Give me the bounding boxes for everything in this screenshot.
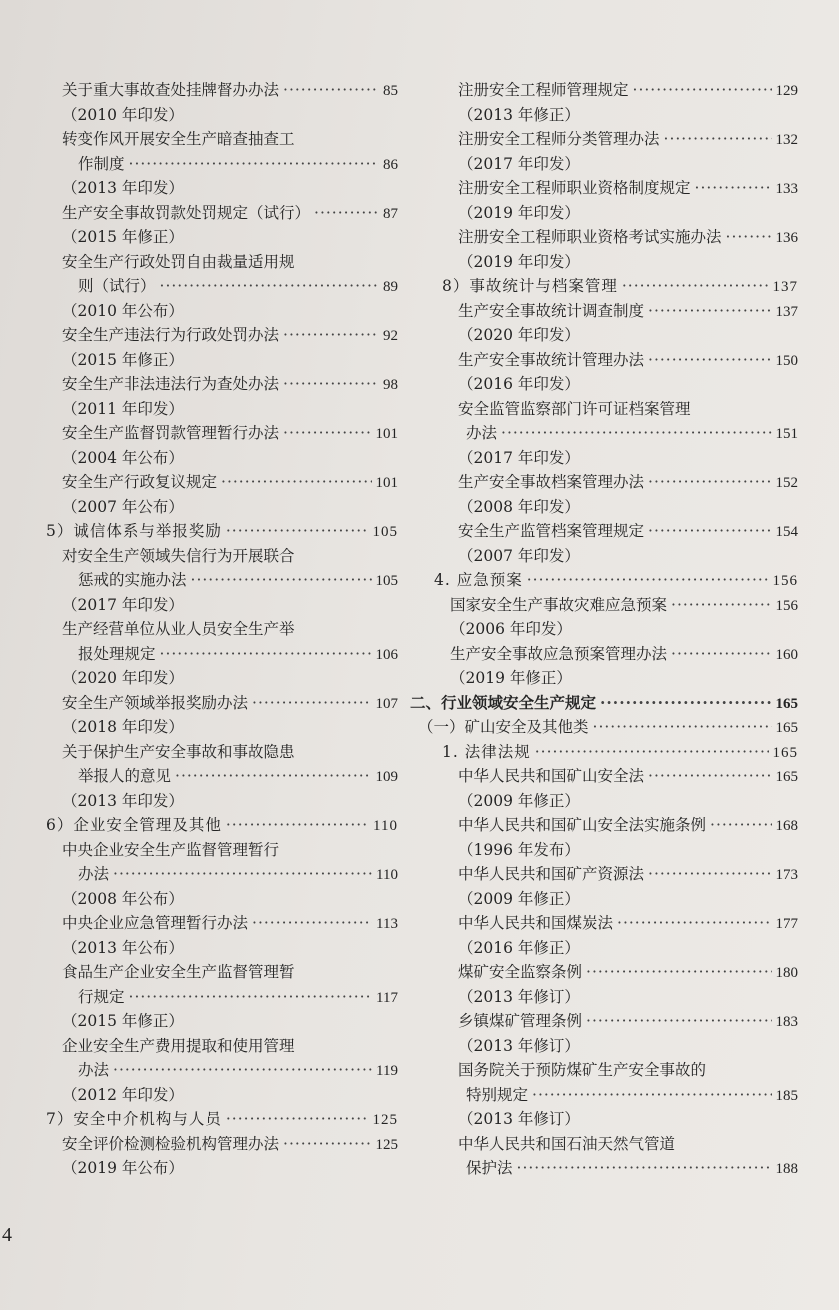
toc-date-note: （2013 年印发）	[62, 179, 184, 197]
toc-left-column	[46, 78, 398, 1181]
toc-entry	[410, 421, 798, 446]
toc-entry-title: 6）企业安全管理及其他	[46, 816, 222, 834]
toc-entry	[410, 78, 798, 103]
toc-date-note: （2007 年印发）	[458, 546, 580, 565]
toc-page-number: 129	[775, 83, 798, 99]
dot-leader	[113, 862, 372, 887]
toc-entry-title: 1. 法律法规	[442, 742, 531, 761]
dot-leader	[671, 642, 771, 667]
toc-entry-title: 则（试行）	[78, 277, 156, 295]
toc-entry-title: 注册安全工程师管理规定	[458, 81, 629, 99]
toc-entry	[46, 372, 398, 397]
toc-entry	[46, 1058, 398, 1083]
dot-leader	[664, 127, 772, 152]
dot-leader	[283, 421, 371, 446]
toc-page-number: 98	[383, 377, 398, 393]
dot-leader	[226, 813, 369, 838]
toc-date-note: （2013 年印发）	[62, 791, 184, 810]
dot-leader	[252, 911, 372, 936]
dot-leader	[283, 323, 379, 348]
toc-entry	[410, 593, 798, 618]
toc-entry	[410, 1083, 798, 1108]
toc-entry-title-line: 企业安全生产费用提取和使用管理	[62, 1036, 295, 1055]
dot-leader	[221, 470, 371, 495]
toc-entry-title-line: 安全监管监察部门许可证档案管理	[458, 399, 691, 418]
toc-date-note: （2013 年修订）	[458, 1036, 580, 1055]
toc-page-number: 154	[775, 524, 798, 540]
toc-entry-title: 生产安全事故档案管理办法	[458, 473, 645, 491]
toc-entry-title: 乡镇煤矿管理条例	[458, 1012, 583, 1030]
toc-date-note: （2019 年印发）	[458, 252, 580, 271]
toc-entry-title: 办法	[466, 424, 498, 442]
toc-entry-title: 安全评价检测检验机构管理办法	[62, 1134, 280, 1153]
dot-leader	[671, 593, 771, 618]
toc-entry-title: 中央企业应急管理暂行办法	[62, 914, 249, 932]
toc-section-heading	[410, 740, 798, 765]
dot-leader	[283, 372, 379, 397]
toc-entry-title: 生产安全事故罚款处罚规定（试行）	[62, 203, 311, 222]
toc-entry	[46, 764, 398, 789]
toc-entry-title: 安全生产监督罚款管理暂行办法	[62, 424, 280, 442]
toc-page-number: 156	[772, 573, 798, 589]
toc-entry	[46, 911, 398, 936]
toc-page-number: 87	[383, 205, 398, 222]
toc-date-note: （2016 年修正）	[458, 938, 580, 957]
toc-page-number: 165	[775, 695, 798, 712]
toc-date-note: （2020 年印发）	[62, 669, 184, 687]
toc-page-number: 89	[383, 279, 398, 295]
dot-leader	[113, 1058, 372, 1083]
toc-section-heading	[410, 274, 798, 299]
toc-page-number: 86	[383, 156, 398, 173]
toc-section-heading	[410, 568, 798, 593]
toc-page-number: 117	[376, 989, 398, 1006]
toc-page-number: 136	[775, 230, 798, 246]
dot-leader	[283, 78, 379, 103]
toc-entry	[46, 862, 398, 887]
toc-entry	[410, 764, 798, 789]
dot-leader	[160, 274, 379, 299]
dot-leader	[648, 299, 771, 324]
dot-leader	[586, 960, 771, 985]
page-number: 4	[2, 1224, 12, 1246]
toc-date-note: （2013 年修正）	[458, 105, 580, 124]
toc-page-number: 151	[775, 426, 798, 442]
toc-page-number: 137	[775, 303, 798, 320]
dot-leader	[600, 691, 771, 716]
toc-entry-title: 注册安全工程师职业资格制度规定	[458, 179, 691, 197]
toc-date-note: （2018 年印发）	[62, 718, 184, 736]
toc-entry	[46, 985, 398, 1010]
toc-date-note: （2010 年公布）	[62, 301, 184, 320]
toc-entry	[410, 519, 798, 544]
toc-page-number: 92	[383, 328, 398, 344]
toc-entry-title-line: 关于保护生产安全事故和事故隐患	[62, 742, 295, 761]
toc-date-note: （2020 年印发）	[458, 326, 580, 344]
toc-entry-title: 国家安全生产事故灾难应急预案	[450, 595, 668, 614]
toc-entry-title: 安全生产监管档案管理规定	[458, 522, 645, 540]
toc-date-note: （2015 年修正）	[62, 1012, 184, 1030]
toc-page-number: 177	[775, 916, 798, 932]
dot-leader	[710, 813, 771, 838]
dot-leader	[648, 519, 771, 544]
toc-entry-title: 注册安全工程师分类管理办法	[458, 130, 660, 148]
toc-entry-title: 生产安全事故应急预案管理办法	[450, 644, 668, 663]
toc-date-note: （2019 年修正）	[450, 669, 572, 687]
dot-leader	[726, 225, 772, 250]
toc-page-number: 113	[376, 916, 398, 932]
dot-leader	[648, 764, 771, 789]
toc-entry	[46, 201, 398, 226]
toc-entry-title-line: 对安全生产领域失信行为开展联合	[62, 546, 295, 565]
dot-leader	[501, 421, 771, 446]
toc-date-note: （2013 年公布）	[62, 938, 184, 957]
dot-leader	[617, 911, 771, 936]
toc-page-number: 165	[775, 720, 798, 736]
toc-page-number: 180	[775, 965, 798, 981]
toc-entry-title: 安全生产违法行为行政处罚办法	[62, 326, 280, 344]
toc-entry-title: （一）矿山安全及其他类	[418, 718, 589, 736]
toc-entry	[410, 348, 798, 373]
toc-entry	[46, 421, 398, 446]
toc-entry-title: 保护法	[466, 1159, 513, 1177]
toc-page-number: 106	[375, 646, 398, 663]
toc-entry-title: 生产安全事故统计管理办法	[458, 350, 645, 369]
toc-date-note: （2012 年印发）	[62, 1085, 184, 1104]
toc-page-number: 156	[775, 597, 798, 614]
toc-entry	[410, 862, 798, 887]
toc-entry-title-line: 中央企业安全生产监督管理暂行	[62, 840, 280, 859]
toc-entry-title-line: 中华人民共和国石油天然气管道	[458, 1134, 676, 1153]
toc-date-note: （2006 年印发）	[450, 620, 572, 638]
dot-leader	[129, 985, 373, 1010]
toc-page-number: 185	[775, 1087, 798, 1104]
dot-leader	[648, 862, 771, 887]
dot-leader	[226, 1107, 369, 1132]
toc-entry-title: 举报人的意见	[78, 767, 172, 785]
toc-page-number: 105	[375, 573, 398, 589]
dot-leader	[535, 740, 769, 765]
toc-entry-title-line: 生产经营单位从业人员安全生产举	[62, 620, 295, 638]
toc-entry	[46, 78, 398, 103]
dot-leader	[191, 568, 372, 593]
toc-entry-title: 煤矿安全监察条例	[458, 963, 583, 981]
toc-entry	[46, 1132, 398, 1157]
toc-page-number: 132	[775, 132, 798, 148]
toc-entry	[410, 225, 798, 250]
toc-entry	[410, 960, 798, 985]
dot-leader	[633, 78, 772, 103]
toc-entry-title: 生产安全事故统计调查制度	[458, 301, 645, 320]
toc-page-number: 188	[775, 1161, 798, 1177]
toc-entry-title: 7）安全中介机构与人员	[46, 1110, 222, 1128]
toc-entry	[46, 642, 398, 667]
toc-entry-title: 安全生产行政复议规定	[62, 473, 218, 491]
toc-date-note: （2013 年修订）	[458, 1110, 580, 1128]
toc-page-number: 125	[372, 1112, 398, 1128]
toc-entry	[46, 323, 398, 348]
dot-leader	[517, 1156, 772, 1181]
toc-date-note: （2007 年公布）	[62, 497, 184, 516]
toc-entry	[410, 715, 798, 740]
toc-date-note: （2019 年公布）	[62, 1159, 184, 1177]
toc-page-number: 105	[372, 524, 398, 540]
dot-leader	[226, 519, 369, 544]
toc-section-heading	[46, 1107, 398, 1132]
toc-major-heading	[410, 691, 798, 716]
toc-date-note: （2010 年印发）	[62, 105, 184, 124]
toc-entry-title: 作制度	[78, 154, 125, 173]
dot-leader	[527, 568, 769, 593]
dot-leader	[129, 152, 379, 177]
toc-entry-title-line: 国务院关于预防煤矿生产安全事故的	[458, 1061, 707, 1079]
toc-entry-title: 中华人民共和国矿山安全法	[458, 767, 645, 785]
dot-leader	[622, 274, 769, 299]
toc-entry	[410, 299, 798, 324]
toc-page-number: 152	[775, 475, 798, 491]
toc-entry	[410, 1009, 798, 1034]
toc-entry-title: 办法	[78, 1061, 110, 1079]
toc-entry-title: 中华人民共和国矿山安全法实施条例	[458, 816, 707, 834]
toc-entry-title: 中华人民共和国矿产资源法	[458, 865, 645, 883]
toc-entry	[410, 642, 798, 667]
dot-leader	[532, 1083, 771, 1108]
toc-date-note: （2011 年印发）	[62, 399, 184, 418]
toc-date-note: （2004 年公布）	[62, 448, 184, 467]
toc-entry-title: 8）事故统计与档案管理	[442, 277, 618, 295]
dot-leader	[252, 691, 371, 716]
toc-entry-title-line: 安全生产行政处罚自由裁量适用规	[62, 252, 295, 271]
toc-entry-title: 4. 应急预案	[434, 571, 523, 589]
toc-entry-title: 注册安全工程师职业资格考试实施办法	[458, 228, 722, 246]
dot-leader	[648, 348, 771, 373]
toc-entry-title: 报处理规定	[78, 644, 156, 663]
toc-entry-title: 特别规定	[466, 1085, 529, 1104]
toc-date-note: （2017 年印发）	[458, 154, 580, 173]
toc-date-note: （2019 年印发）	[458, 203, 580, 222]
toc-page-number: 183	[775, 1014, 798, 1030]
toc-page-number: 85	[383, 83, 398, 99]
toc-page-number: 150	[775, 352, 798, 369]
toc-entry	[46, 691, 398, 716]
toc-entry-title: 行规定	[78, 987, 125, 1006]
toc-date-note: （2008 年公布）	[62, 889, 184, 908]
toc-entry-title: 惩戒的实施办法	[78, 571, 187, 589]
toc-date-note: （2017 年印发）	[458, 448, 580, 467]
toc-page-number: 110	[373, 818, 398, 834]
dot-leader	[160, 642, 372, 667]
dot-leader	[593, 715, 772, 740]
toc-page-number: 101	[375, 475, 398, 491]
toc-entry-title: 安全生产领域举报奖励办法	[62, 693, 249, 712]
toc-entry	[410, 470, 798, 495]
toc-page-number: 119	[376, 1063, 398, 1079]
toc-page-number: 101	[375, 426, 398, 442]
toc-entry-title: 二、行业领域安全生产规定	[410, 692, 597, 712]
toc-entry	[46, 274, 398, 299]
toc-section-heading	[46, 519, 398, 544]
dot-leader	[283, 1132, 371, 1157]
dot-leader	[648, 470, 771, 495]
toc-page-number: 107	[375, 695, 398, 712]
toc-entry-title-line: 食品生产企业安全生产监督管理暂	[62, 963, 295, 981]
toc-page-number: 165	[772, 744, 798, 761]
toc-entry	[46, 470, 398, 495]
toc-date-note: （2013 年修订）	[458, 987, 580, 1006]
toc-entry-title: 安全生产非法违法行为查处办法	[62, 375, 280, 393]
toc-right-column	[410, 78, 798, 1181]
toc-page-number: 173	[775, 867, 798, 883]
toc-entry-title: 关于重大事故查处挂牌督办办法	[62, 81, 280, 99]
toc-entry	[410, 813, 798, 838]
toc-page-number: 165	[775, 769, 798, 785]
dot-leader	[586, 1009, 771, 1034]
toc-date-note: （2015 年修正）	[62, 228, 184, 246]
dot-leader	[695, 176, 772, 201]
toc-page-number: 160	[775, 646, 798, 663]
toc-entry	[410, 176, 798, 201]
toc-date-note: （2016 年印发）	[458, 375, 580, 393]
toc-entry-title: 办法	[78, 865, 110, 883]
toc-date-note: （2009 年修正）	[458, 791, 580, 810]
toc-date-note: （2009 年修正）	[458, 889, 580, 908]
toc-entry-title: 5）诚信体系与举报奖励	[46, 522, 222, 540]
toc-date-note: （2008 年印发）	[458, 497, 580, 516]
dot-leader	[314, 201, 379, 226]
toc-date-note: （2017 年印发）	[62, 595, 184, 614]
toc-entry-title-line: 转变作风开展安全生产暗查抽查工	[62, 130, 295, 148]
toc-entry	[46, 152, 398, 177]
toc-entry-title: 中华人民共和国煤炭法	[458, 914, 614, 932]
dot-leader	[175, 764, 371, 789]
toc-entry	[46, 568, 398, 593]
toc-section-heading	[46, 813, 398, 838]
toc-page-number: 125	[375, 1136, 398, 1153]
toc-date-note: （2015 年修正）	[62, 350, 184, 369]
toc-page-number: 137	[772, 279, 798, 295]
toc-date-note: （1996 年发布）	[458, 840, 580, 859]
toc-entry	[410, 1156, 798, 1181]
toc-page-number: 109	[375, 769, 398, 785]
toc-page-number: 168	[775, 818, 798, 834]
toc-page-number: 110	[376, 867, 398, 883]
toc-entry	[410, 911, 798, 936]
toc-entry	[410, 127, 798, 152]
toc-page-number: 133	[775, 181, 798, 197]
